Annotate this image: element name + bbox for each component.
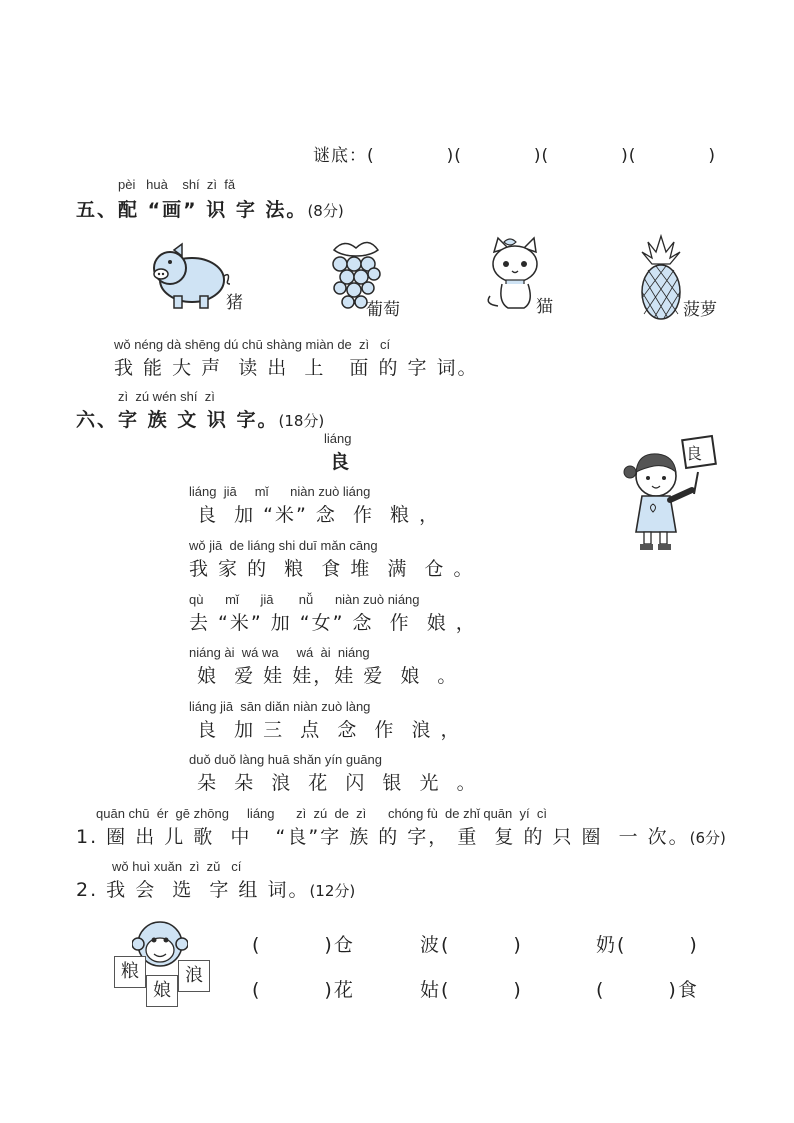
poem-line-1-pinyin: liáng jiā mǐ niàn zuò liáng: [189, 484, 371, 499]
poem-line-2: 我 家 的 粮 食 堆 满 仓 。: [189, 558, 475, 580]
section6-title: 六、字 族 文 识 字。: [76, 409, 279, 431]
question1-points: (6分): [689, 829, 726, 847]
question2-points: (12分): [309, 882, 356, 900]
question1: [76, 822, 726, 849]
section6-title-pinyin: zì zú wén shí zì: [118, 389, 215, 404]
section5-title: 五、配 “画” 识 字 法。: [76, 199, 308, 221]
word-pineapple: 菠萝: [683, 300, 717, 320]
section5-points: (8分): [307, 202, 344, 220]
poem-line-3-pinyin: qù mǐ jiā nǚ niàn zuò niáng: [189, 592, 420, 607]
card-lang[interactable]: 浪: [178, 960, 210, 992]
poem-line-4: 娘 爱 娃 娃，娃 爱 娘 。: [189, 665, 459, 687]
read-sentence: 我 能 大 声 读 出 上 面 的 字 词。: [114, 357, 479, 379]
poem-line-5: 良 加 三 点 念 作 浪 ，: [189, 719, 462, 741]
blank-row1-nai[interactable]: 奶( ): [596, 934, 699, 956]
blank-row2-hua[interactable]: ( )花: [252, 979, 355, 1001]
riddle-answer-line: 谜底：( )( )( )( ): [313, 146, 717, 166]
pig-icon: [148, 240, 232, 312]
poem-line-6: 朵 朵 浪 花 闪 银 光 。: [189, 772, 478, 794]
blank-row2-shi[interactable]: ( )食: [596, 979, 699, 1001]
poem-title: 良: [330, 451, 352, 473]
question2-text: 2. 我 会 选 字 组 词。: [76, 879, 310, 901]
poem-line-4-pinyin: niáng ài wá wa wá ài niáng: [189, 645, 370, 660]
blank-row1-bo[interactable]: 波( ): [420, 934, 523, 956]
pineapple-icon: [638, 234, 684, 320]
section5-heading: [76, 195, 344, 222]
section6-heading: [76, 405, 324, 432]
girl-with-sign-icon: [620, 432, 728, 554]
poem-line-6-pinyin: duǒ duǒ làng huā shǎn yín guāng: [189, 752, 383, 767]
read-sentence-pinyin: wǒ néng dà shēng dú chū shàng miàn de zì cí: [114, 337, 391, 352]
girl-sign-char: 良: [686, 444, 705, 463]
blank-row2-gu[interactable]: 姑( ): [420, 979, 523, 1001]
question2-pinyin: wǒ huì xuǎn zì zǔ cí: [112, 859, 242, 874]
question1-text: 1. 圈 出 儿 歌 中 “良”字 族 的 字， 重 复 的 只 圈 一 次。: [76, 826, 690, 848]
poem-line-2-pinyin: wǒ jiā de liáng shi duī mǎn cāng: [189, 538, 378, 553]
poem-line-3: 去 “米” 加 “女” 念 作 娘 ，: [189, 612, 477, 634]
question2: [76, 875, 355, 902]
card-niang[interactable]: 娘: [146, 975, 178, 1007]
word-cat: 猫: [536, 297, 553, 317]
blank-row1-cang[interactable]: ( )仓: [252, 934, 355, 956]
poem-line-5-pinyin: liáng jiā sān diǎn niàn zuò làng: [189, 699, 371, 714]
word-grapes: 葡萄: [366, 300, 400, 320]
section5-title-pinyin: pèi huà shí zì fǎ: [118, 177, 236, 192]
card-liang-grain[interactable]: 粮: [114, 956, 146, 988]
question1-pinyin: quān chū ér gē zhōng liáng zì zú de zì chóng fù de zhǐ quān yí cì: [96, 806, 547, 821]
section6-points: (18分): [278, 412, 325, 430]
word-pig: 猪: [226, 293, 243, 313]
poem-title-pinyin: liáng: [324, 431, 352, 446]
poem-line-1: 良 加 “米” 念 作 粮 ，: [189, 504, 441, 526]
